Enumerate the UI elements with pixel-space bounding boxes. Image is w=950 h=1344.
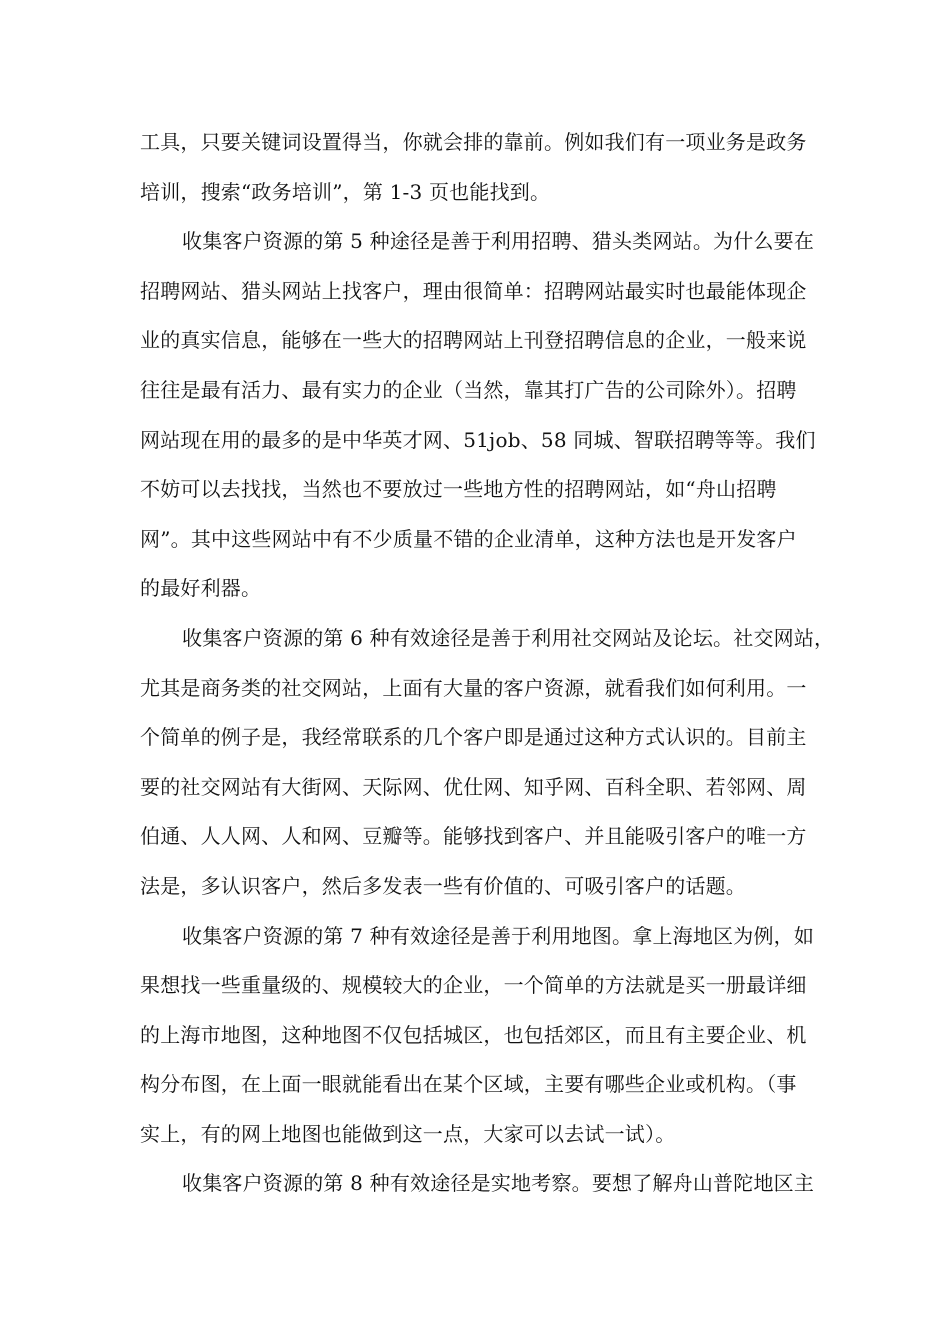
paragraph-first-line: 收集客户资源的第 7 种有效途径是善于利用地图。拿上海地区为例，如: [182, 923, 815, 948]
text-line: 伯通、人人网、人和网、豆瓣等。能够找到客户、并且能吸引客户的唯一方: [140, 824, 807, 849]
text-line: 的最好利器。: [140, 576, 262, 601]
paragraph-first-line: 收集客户资源的第 8 种有效途径是实地考察。要想了解舟山普陀地区主: [182, 1171, 815, 1196]
text-line: 构分布图，在上面一眼就能看出在某个区域，主要有哪些企业或机构。（事: [140, 1072, 797, 1097]
text-line: 培训，搜索“政务培训”，第 1-3 页也能找到。: [140, 179, 551, 204]
paragraph-first-line: 收集客户资源的第 5 种途径是善于利用招聘、猎头类网站。为什么要在: [182, 229, 815, 254]
text-line: 的上海市地图，这种地图不仅包括城区，也包括郊区，而且有主要企业、机: [140, 1022, 807, 1047]
text-line: 工具，只要关键词设置得当，你就会排的靠前。例如我们有一项业务是政务: [140, 130, 807, 154]
paragraph-first-line: 收集客户资源的第 6 种有效途径是善于利用社交网站及论坛。社交网站，: [182, 625, 835, 650]
text-line: 往往是最有活力、最有实力的企业（当然，靠其打广告的公司除外）。招聘: [140, 377, 797, 402]
text-line: 实上，有的网上地图也能做到这一点，大家可以去试一试）。: [140, 1121, 676, 1146]
text-line: 招聘网站、猎头网站上找客户，理由很简单：招聘网站最实时也最能体现企: [140, 278, 807, 303]
text-line: 不妨可以去找找，当然也不要放过一些地方性的招聘网站，如“舟山招聘: [140, 477, 777, 502]
text-line: 网”。其中这些网站中有不少质量不错的企业清单，这种方法也是开发客户: [140, 526, 797, 551]
text-line: 果想找一些重量级的、规模较大的企业，一个简单的方法就是买一册最详细: [140, 973, 807, 998]
text-line: 业的真实信息，能够在一些大的招聘网站上刊登招聘信息的企业，一般来说: [140, 328, 807, 353]
text-line: 网站现在用的最多的是中华英才网、51job、58 同城、智联招聘等等。我们: [140, 427, 816, 452]
text-line: 要的社交网站有大街网、天际网、优仕网、知乎网、百科全职、若邻网、周: [140, 774, 807, 799]
text-line: 尤其是商务类的社交网站，上面有大量的客户资源，就看我们如何利用。一: [140, 675, 807, 700]
document-body: [140, 118, 835, 1209]
text-line: 法是，多认识客户，然后多发表一些有价值的、可吸引客户的话题。: [140, 873, 746, 898]
text-line: 个简单的例子是，我经常联系的几个客户即是通过这种方式认识的。目前主: [140, 725, 807, 750]
